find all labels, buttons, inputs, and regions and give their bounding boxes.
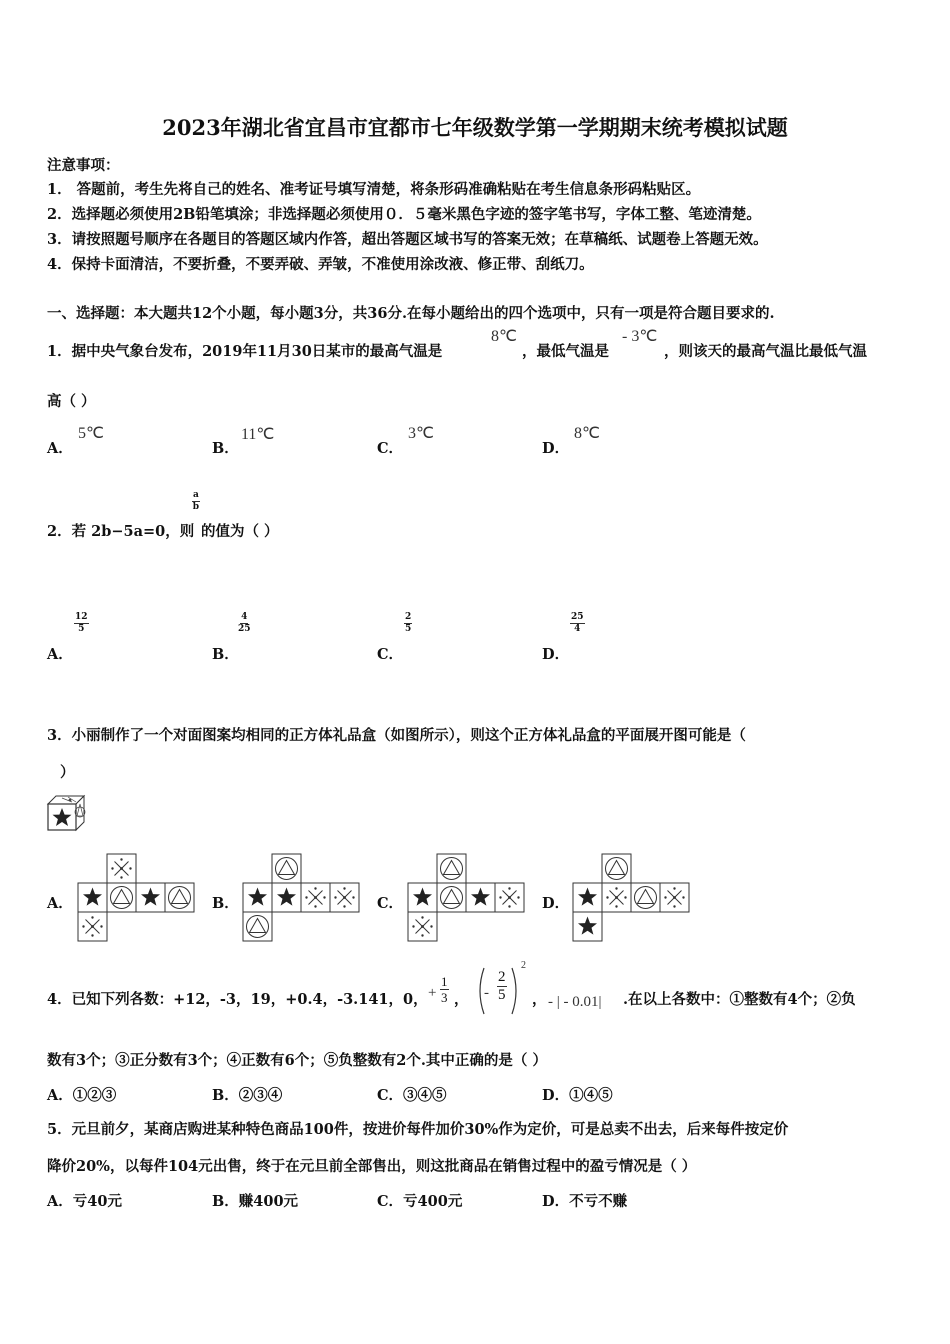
q4-fraction-2 bbox=[497, 970, 507, 1003]
net-d-face-top bbox=[602, 854, 631, 883]
net-a-face-star bbox=[136, 883, 165, 912]
q5-option-d-label: D． bbox=[542, 1193, 570, 1210]
net-c-face-bottom bbox=[408, 912, 437, 941]
q1-text-line2: 高（ ） bbox=[47, 393, 96, 410]
q4-option-c-value: ③④⑤ bbox=[403, 1087, 447, 1104]
q2-option-c-fraction bbox=[404, 613, 412, 634]
q2-option-c-label[interactable]: C． bbox=[377, 646, 404, 663]
note-item-4: 4．保持卡面清洁，不要折叠，不要弄破、弄皱，不准使用涂改液、修正带、刮纸刀。 bbox=[47, 256, 594, 273]
q4-option-b-label: B． bbox=[212, 1087, 239, 1104]
q2-fraction-numerator: a bbox=[193, 490, 199, 500]
net-a-face-star bbox=[78, 883, 107, 912]
q3-option-b-label[interactable]: B． bbox=[212, 895, 239, 912]
section-heading: 一、选择题：本大题共12个小题，每小题3分，共36分.在每小题给出的四个选项中，只有一项是符合题目要求的. bbox=[47, 305, 775, 322]
q4-option-a-value: ①②③ bbox=[72, 1087, 117, 1104]
q4-fraction-1-num: 1 bbox=[441, 974, 448, 989]
q5-option-b-value: 赚400元 bbox=[238, 1193, 299, 1210]
q2-option-a-label[interactable]: A． bbox=[47, 646, 73, 663]
q2-option-b-num: 4 bbox=[241, 612, 248, 622]
q4-text-line2: 数有3个；③正分数有3个；④正数有6个；⑤负整数有2个.其中正确的是（ ） bbox=[47, 1052, 547, 1069]
q2-option-d-fraction bbox=[570, 613, 585, 634]
q1-option-d-label[interactable]: D． bbox=[542, 440, 570, 457]
q5-text-line1: 5．元旦前夕，某商店购进某种特色商品100件，按进价每件加价30%作为定价，可是总卖不出去，后来每件按定价 bbox=[47, 1121, 789, 1138]
q1-option-b-label[interactable]: B． bbox=[212, 440, 239, 457]
q5-option-a[interactable] bbox=[47, 1190, 122, 1211]
q2-fraction bbox=[192, 491, 200, 512]
q2-option-c-num: 2 bbox=[405, 612, 412, 622]
note-item-3: 3．请按照题号顺序在各题目的答题区域内作答，超出答题区域书写的答案无效；在草稿纸、试题卷上答题无效。 bbox=[47, 231, 768, 248]
net-c-face-triangle bbox=[437, 883, 466, 912]
net-b-face-star bbox=[272, 883, 301, 912]
q4-absolute-value: - | - 0.01| bbox=[548, 994, 602, 1010]
q2-option-d-label[interactable]: D． bbox=[542, 646, 570, 663]
q1-text-part2: ，最低气温是 bbox=[522, 343, 609, 360]
q4-plus-sign: + bbox=[428, 985, 437, 1001]
q4-comma-2: ， bbox=[532, 991, 547, 1008]
q5-text-line2: 降价20%，以每件104元出售，终于在元旦前全部售出，则这批商品在销售过程中的盈亏情况是（ ） bbox=[47, 1158, 697, 1175]
q5-option-c-label: C． bbox=[377, 1193, 404, 1210]
q2-text-part1: 2．若 2b−5a=0，则 bbox=[47, 523, 195, 540]
q4-option-a[interactable] bbox=[47, 1084, 116, 1105]
net-a-face-triangle bbox=[107, 883, 136, 912]
q1-option-a-value: 5℃ bbox=[78, 425, 104, 442]
q1-option-b-value: 11℃ bbox=[241, 426, 275, 443]
net-c-face-top bbox=[437, 854, 466, 883]
q3-net-d bbox=[572, 853, 690, 941]
q5-option-a-label: A． bbox=[47, 1193, 73, 1210]
q3-net-c bbox=[407, 853, 525, 941]
q1-option-c-value: 3℃ bbox=[408, 425, 434, 442]
q4-option-d-value: ①④⑤ bbox=[569, 1087, 613, 1104]
cube-illustration bbox=[48, 796, 88, 832]
q5-option-b-label: B． bbox=[212, 1193, 239, 1210]
net-d-face-bottom bbox=[573, 912, 602, 941]
q4-exponent: 2 bbox=[521, 960, 526, 971]
net-d-face-cross bbox=[602, 883, 631, 912]
q2-option-d-den: 4 bbox=[574, 624, 581, 634]
note-item-2: 2．选择题必须使用2B铅笔填涂；非选择题必须使用０．５毫米黑色字迹的签字笔书写，字体工整、笔迹清楚。 bbox=[47, 206, 761, 223]
q2-option-a-num: 12 bbox=[75, 612, 88, 622]
q1-high-temp: 8℃ bbox=[491, 328, 517, 345]
net-b-face-cross bbox=[330, 883, 359, 912]
q5-option-c[interactable] bbox=[377, 1190, 462, 1211]
net-b-face-bottom bbox=[243, 912, 272, 941]
q2-text-part2: 的值为（ ） bbox=[201, 523, 279, 540]
q4-fraction-2-den: 5 bbox=[498, 987, 506, 1003]
q4-option-a-label: A． bbox=[47, 1087, 73, 1104]
q2-fraction-denominator: b bbox=[192, 502, 200, 512]
q5-option-a-value: 亏40元 bbox=[72, 1193, 122, 1210]
q5-option-d-value: 不亏不赚 bbox=[569, 1193, 628, 1210]
net-a-face-top bbox=[107, 854, 136, 883]
q3-net-b bbox=[242, 853, 360, 941]
q4-option-d-label: D． bbox=[542, 1087, 570, 1104]
q5-option-d[interactable] bbox=[542, 1190, 627, 1211]
q3-text-line2: ） bbox=[60, 764, 75, 781]
q3-option-a-label[interactable]: A． bbox=[47, 895, 73, 912]
q1-option-d-value: 8℃ bbox=[574, 425, 600, 442]
net-c-face-cross bbox=[495, 883, 524, 912]
q4-minus-sign: - bbox=[484, 985, 489, 1001]
q2-option-b-fraction bbox=[238, 613, 251, 634]
net-c-face-star bbox=[408, 883, 437, 912]
q4-option-c[interactable] bbox=[377, 1084, 447, 1105]
q1-low-temp: - 3℃ bbox=[622, 328, 658, 345]
net-d-face-cross bbox=[660, 883, 689, 912]
notes-heading: 注意事项： bbox=[47, 157, 120, 174]
q4-option-d[interactable] bbox=[542, 1084, 613, 1105]
q4-text-part2: .在以上各数中：①整数有4个；②负 bbox=[623, 991, 856, 1008]
q2-option-a-fraction bbox=[74, 613, 89, 634]
page-title: 2023年湖北省宜昌市宜都市七年级数学第一学期期末统考模拟试题 bbox=[162, 115, 788, 140]
q5-option-c-value: 亏400元 bbox=[403, 1193, 463, 1210]
net-b-face-cross bbox=[301, 883, 330, 912]
q1-text-part1: 1．据中央气象台发布，2019年11月30日某市的最高气温是 bbox=[47, 343, 443, 360]
q4-fraction-2-num: 2 bbox=[498, 969, 506, 985]
net-a-face-bottom bbox=[78, 912, 107, 941]
q1-text-part3: ，则该天的最高气温比最低气温 bbox=[664, 343, 867, 360]
q4-fraction-1-den: 3 bbox=[441, 990, 448, 1005]
net-b-face-star bbox=[243, 883, 272, 912]
q5-option-b[interactable] bbox=[212, 1190, 298, 1211]
q2-option-b-den: 25 bbox=[238, 624, 251, 634]
net-d-face-star bbox=[573, 883, 602, 912]
net-a-face-triangle bbox=[165, 883, 194, 912]
q4-fraction-1 bbox=[440, 975, 449, 1004]
q2-option-d-num: 25 bbox=[571, 612, 584, 622]
q4-option-b[interactable] bbox=[212, 1084, 282, 1105]
q3-option-d-label[interactable]: D． bbox=[542, 895, 570, 912]
q1-option-c-label[interactable]: C． bbox=[377, 440, 404, 457]
q3-net-a bbox=[77, 853, 195, 941]
q2-option-c-den: 5 bbox=[405, 624, 412, 634]
right-paren bbox=[510, 966, 522, 1016]
q3-text-line1: 3．小丽制作了一个对面图案均相同的正方体礼品盒（如图所示），则这个正方体礼品盒的平面展开图可能是（ bbox=[47, 727, 746, 744]
q4-text-part1: 4．已知下列各数：+12，-3，19，+0.4，-3.141，0， bbox=[47, 991, 428, 1008]
q4-option-b-value: ②③④ bbox=[238, 1087, 283, 1104]
net-c-face-star bbox=[466, 883, 495, 912]
net-d-face-triangle bbox=[631, 883, 660, 912]
q2-option-a-den: 5 bbox=[78, 624, 85, 634]
q2-option-b-label[interactable]: B． bbox=[212, 646, 239, 663]
q4-comma-1: ， bbox=[454, 991, 469, 1008]
q3-option-c-label[interactable]: C． bbox=[377, 895, 404, 912]
note-item-1: 1． 答题前，考生先将自己的姓名、准考证号填写清楚，将条形码准确粘贴在考生信息条形码粘贴区。 bbox=[47, 181, 701, 198]
q4-option-c-label: C． bbox=[377, 1087, 404, 1104]
net-b-face-top bbox=[272, 854, 301, 883]
q1-option-a-label[interactable]: A． bbox=[47, 440, 73, 457]
